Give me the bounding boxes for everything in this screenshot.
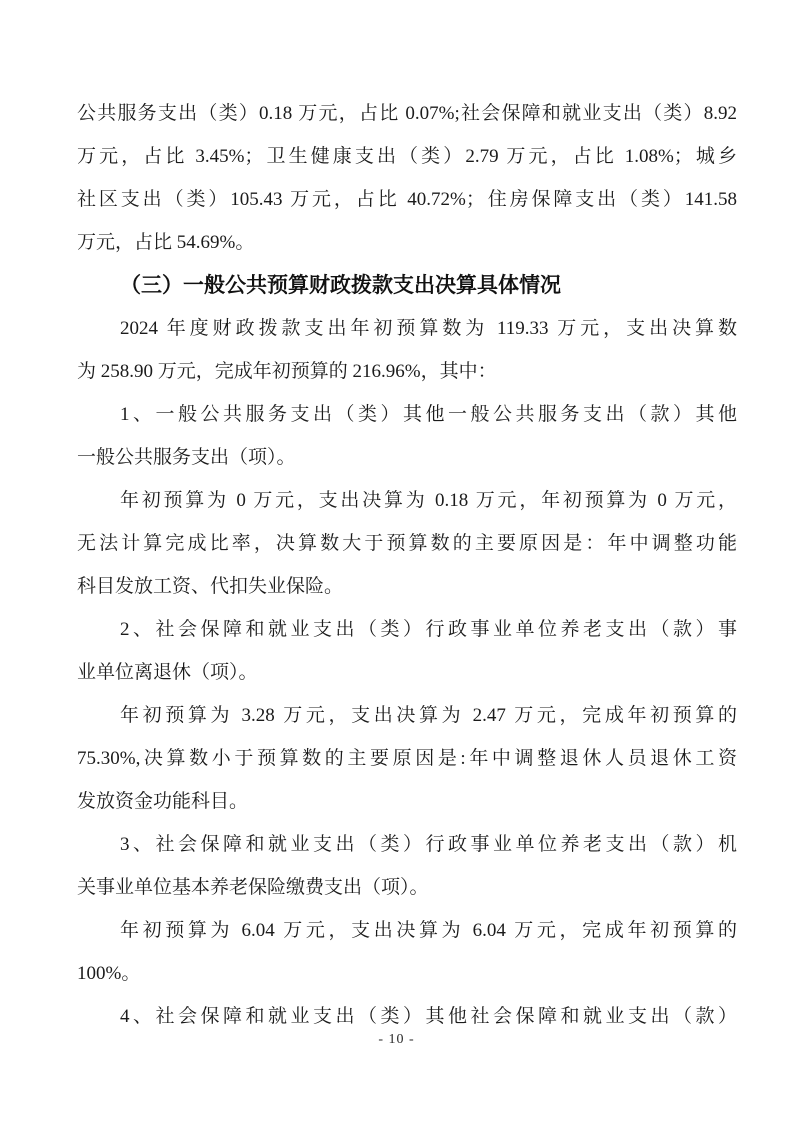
- text-line: 社区支出（类）105.43 万元，占比 40.72%；住房保障支出（类）141.58: [77, 189, 737, 210]
- text-line: 科目发放工资、代扣失业保险。: [77, 576, 344, 597]
- text-line: 发放资金功能科目。: [77, 791, 249, 812]
- text-line: 1、一般公共服务支出（类）其他一般公共服务支出（款）其他: [120, 404, 737, 425]
- text-line: 无法计算完成比率，决算数大于预算数的主要原因是：年中调整功能: [77, 533, 737, 554]
- text-line: 一般公共服务支出（项）。: [77, 447, 296, 468]
- text-line: 75.30%,决算数小于预算数的主要原因是:年中调整退休人员退休工资: [77, 748, 737, 769]
- text-line: 公共服务支出（类）0.18 万元，占比 0.07%;社会保障和就业支出（类）8.92: [77, 103, 737, 124]
- text-line: 2、社会保障和就业支出（类）行政事业单位养老支出（款）事: [120, 619, 737, 640]
- section-heading: （三）一般公共预算财政拨款支出决算具体情况: [120, 273, 561, 297]
- text-line: 万元，占比 3.45%；卫生健康支出（类）2.79 万元，占比 1.08%；城乡: [77, 146, 737, 167]
- document-body: [77, 92, 737, 1038]
- text-line: 100%。: [77, 963, 141, 984]
- text-line: 4、社会保障和就业支出（类）其他社会保障和就业支出（款）: [120, 1006, 737, 1027]
- text-line: 业单位离退休（项）。: [77, 662, 258, 683]
- text-line: 2024 年度财政拨款支出年初预算数为 119.33 万元，支出决算数: [120, 318, 737, 339]
- page-footer: [0, 1032, 793, 1048]
- text-line: 3、社会保障和就业支出（类）行政事业单位养老支出（款）机: [120, 834, 737, 855]
- text-line: 万元，占比 54.69%。: [77, 232, 255, 253]
- text-line: 年初预算为 3.28 万元，支出决算为 2.47 万元，完成年初预算的: [120, 705, 737, 726]
- text-line: 为 258.90 万元，完成年初预算的 216.96%，其中：: [77, 361, 497, 382]
- text-line: 关事业单位基本养老保险缴费支出（项）。: [77, 877, 429, 898]
- page-number: - 10 -: [378, 1032, 415, 1047]
- text-line: 年初预算为 6.04 万元，支出决算为 6.04 万元，完成年初预算的: [120, 920, 737, 941]
- text-line: 年初预算为 0 万元，支出决算为 0.18 万元，年初预算为 0 万元，: [120, 490, 737, 511]
